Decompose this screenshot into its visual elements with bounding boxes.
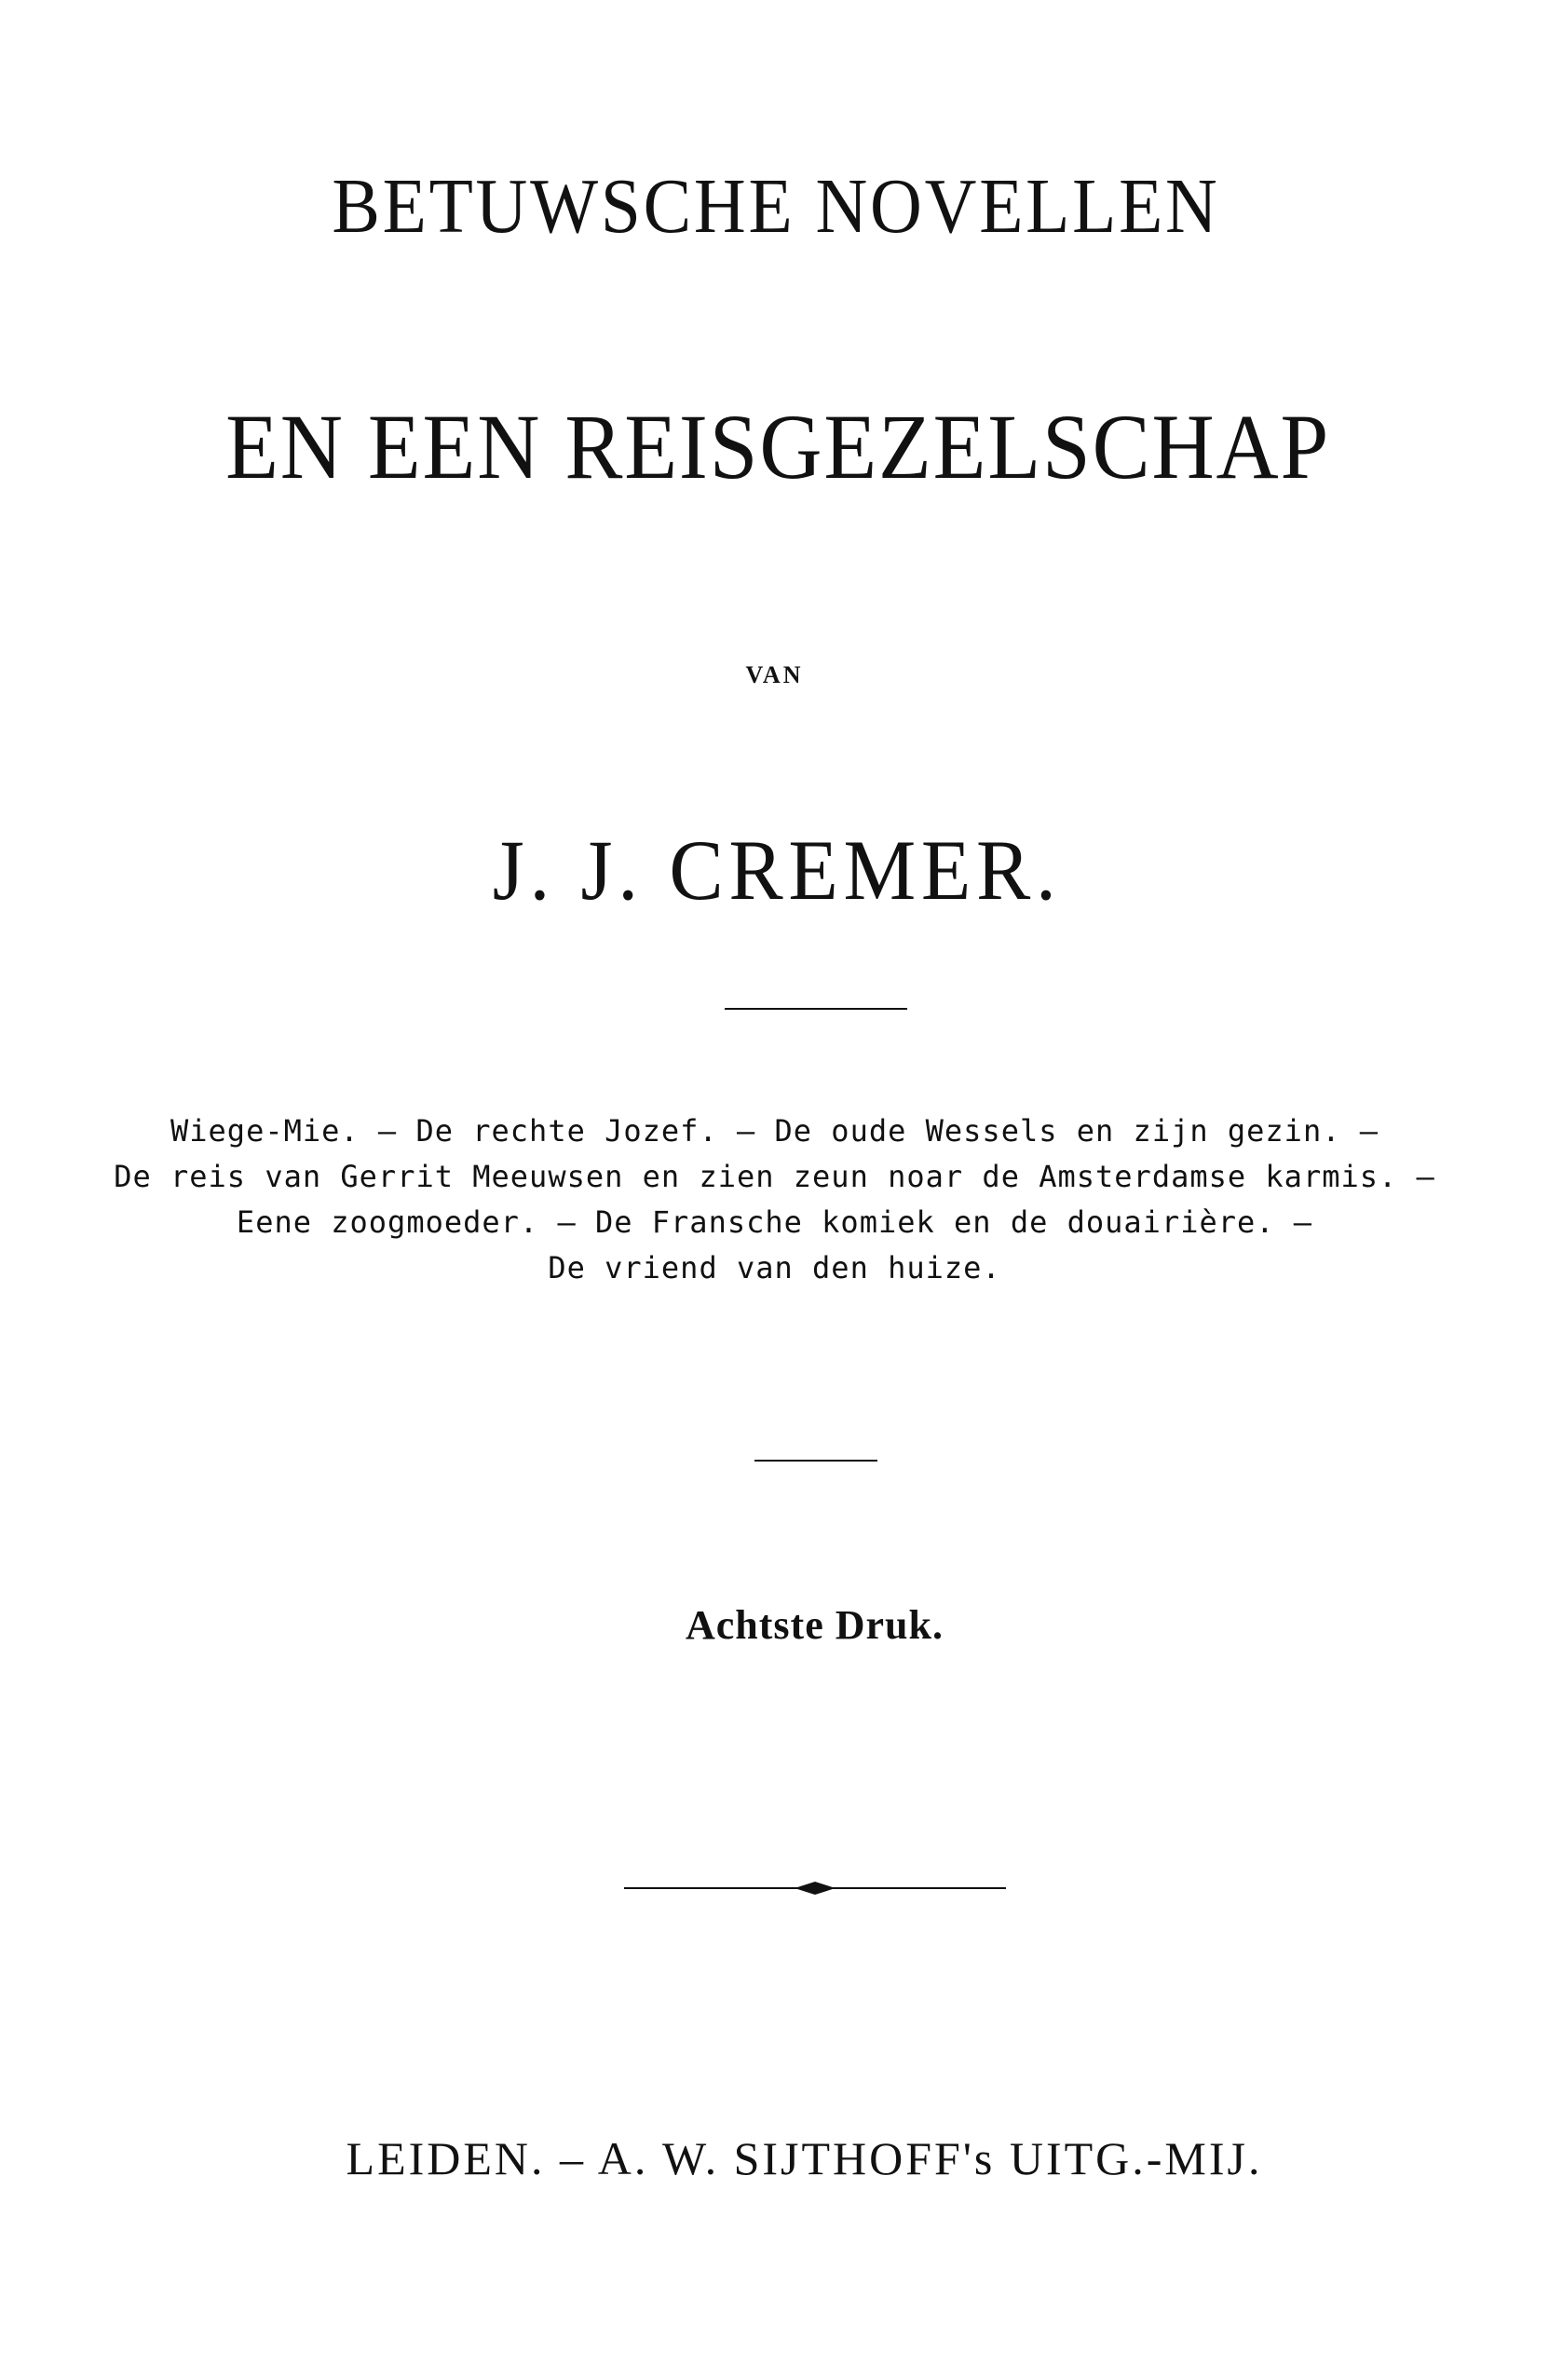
by-label: VAN xyxy=(745,661,804,688)
contents-line: De reis van Gerrit Meeuwsen en zien zeun noar de Amsterdamse karmis. – xyxy=(114,1159,1435,1194)
contents-line: De vriend van den huize. xyxy=(548,1250,1001,1285)
contents-line: Eene zoogmoeder. – De Fransche komiek en de douairière. – xyxy=(236,1204,1313,1240)
title-line-2: EN EEN REISGEZELSCHAP xyxy=(225,395,1331,498)
ornament-rule xyxy=(624,1874,1006,1902)
divider-rule-middle xyxy=(754,1460,877,1462)
contents-list xyxy=(0,1108,1549,1291)
author-name: J. J. CREMER. xyxy=(492,823,1062,918)
contents-line: Wiege-Mie. – De rechte Jozef. – De oude Wessels en zijn gezin. – xyxy=(170,1113,1379,1149)
divider-rule-top xyxy=(725,1008,907,1010)
title-line-1: BETUWSCHE NOVELLEN xyxy=(332,163,1220,250)
edition-label: Achtste Druk. xyxy=(686,1602,944,1648)
publisher-imprint: LEIDEN. – A. W. SIJTHOFF's UITG.-MIJ. xyxy=(346,2132,1263,2184)
